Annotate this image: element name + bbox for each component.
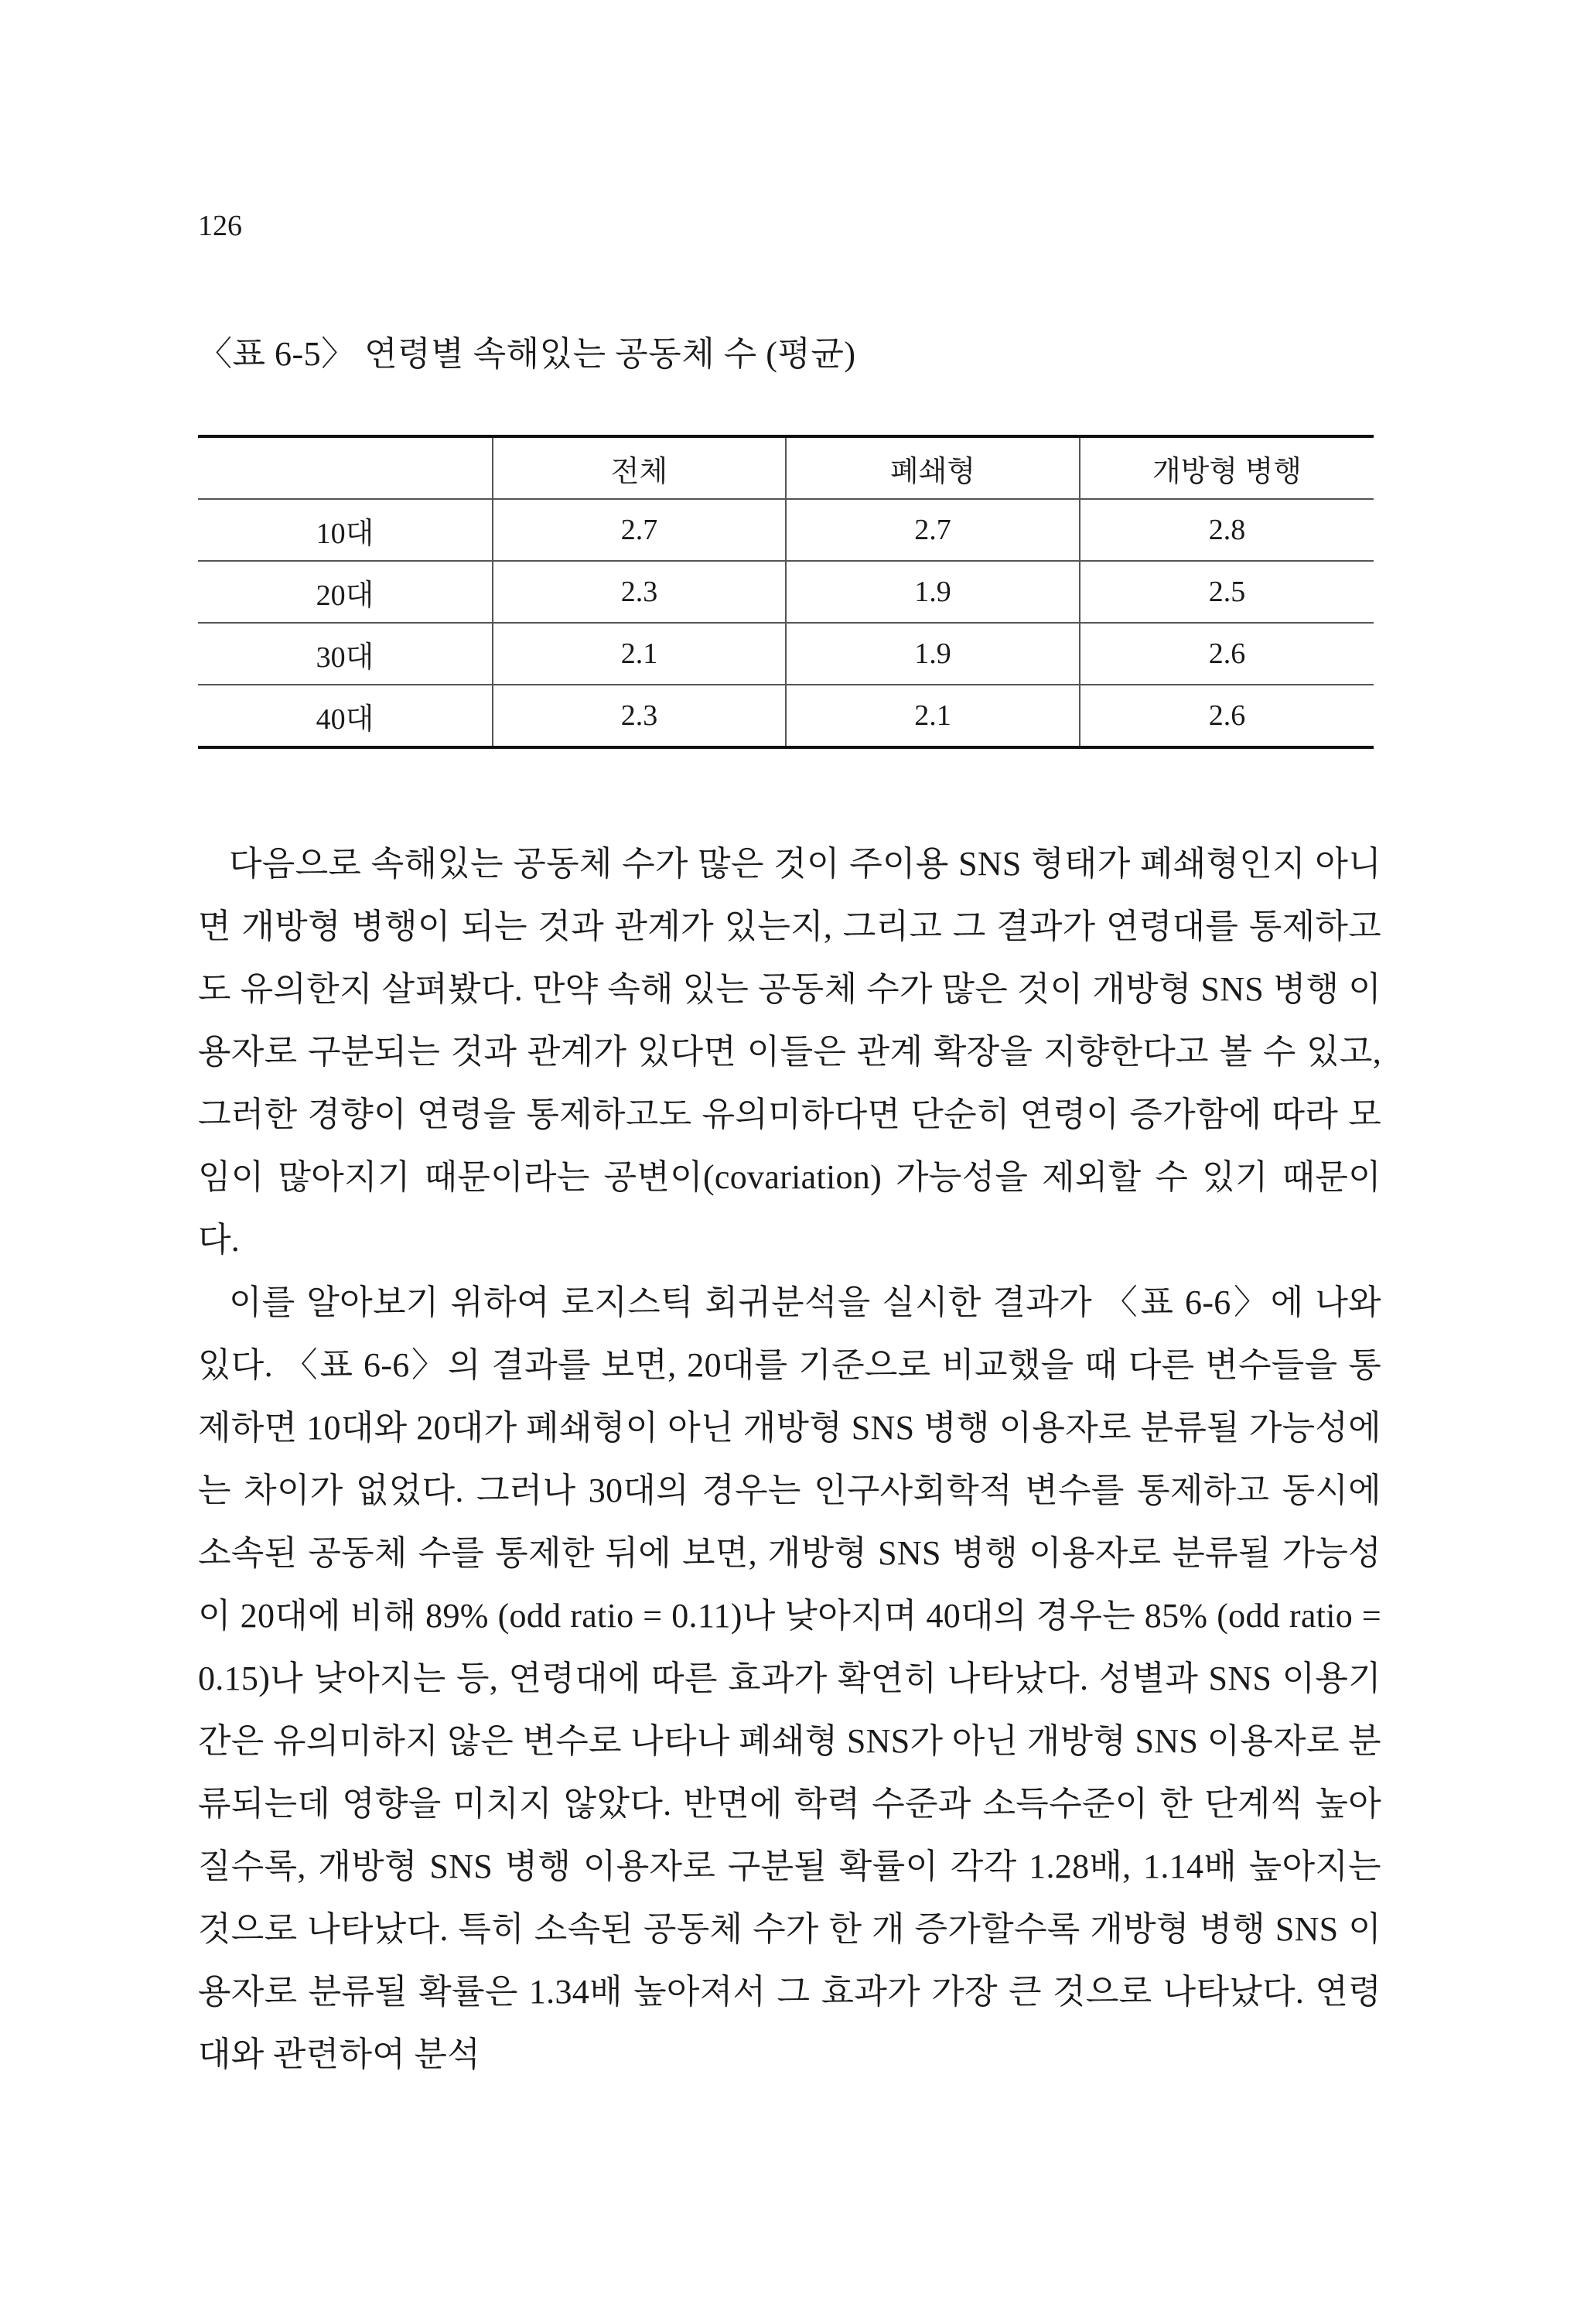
- table-cell: 2.5: [1080, 561, 1374, 623]
- table-cell: 2.1: [786, 685, 1080, 747]
- table-cell: 1.9: [786, 561, 1080, 623]
- row-label-cell: 30대: [198, 623, 493, 685]
- row-label-cell: 10대: [198, 499, 493, 561]
- header-cell-closed: 폐쇄형: [786, 436, 1080, 499]
- table-cell: 2.3: [493, 561, 786, 623]
- row-label-cell: 20대: [198, 561, 493, 623]
- row-label-cell: 40대: [198, 685, 493, 747]
- header-cell-empty: [198, 436, 493, 499]
- table-row: [198, 623, 1374, 685]
- page-number: 126: [198, 210, 242, 242]
- header-cell-total: 전체: [493, 436, 786, 499]
- paragraph: 다음으로 속해있는 공동체 수가 많은 것이 주이용 SNS 형태가 폐쇄형인지 아니면 개방형 병행이 되는 것과 관계가 있는지, 그리고 그 결과가 연령대를 통제하고도 유의한지 살펴봤다. 만약 속해 있는 공동체 수가 많은 것이 개방형 SNS 병행 이용자로 구분되는 것과 관계가 있다면 이들은 관계 확장을 지향한다고 볼 수 있고, 그러한 경향이 연령을 통제하고도 유의미하다면 단순히 연령이 증가함에 따라 모임이 많아지기 때문이라는 공변이(covariation) 가능성을 제외할 수 있기 때문이다.: [198, 845, 1381, 1259]
- table-cell: 2.3: [493, 685, 786, 747]
- table-caption: 〈표 6-5〉 연령별 속해있는 공동체 수 (평균): [198, 335, 856, 373]
- paragraph: 이를 알아보기 위하여 로지스틱 회귀분석을 실시한 결과가 〈표 6-6〉에 나와 있다. 〈표 6-6〉의 결과를 보면, 20대를 기준으로 비교했을 때 다른 변수들을 통제하면 10대와 20대가 폐쇄형이 아닌 개방형 SNS 병행 이용자로 분류될 가능성에는 차이가 없었다. 그러나 30대의 경우는 인구사회학적 변수를 통제하고 동시에 소속된 공동체 수를 통제한 뒤에 보면, 개방형 SNS 병행 이용자로 분류될 가능성이 20대에 비해 89% (odd ratio = 0.11)나 낮아지며 40대의 경우는 85% (odd ratio = 0.15)나 낮아지는 등, 연령대에 따른 효과가 확연히 나타났다. 성별과 SNS 이용기간은 유의미하지 않은 변수로 나타나 폐쇄형 SNS가 아닌 개방형 SNS 이용자로 분류되는데 영향을 미치지 않았다. 반면에 학력 수준과 소득수준이 한 단계씩 높아질수록, 개방형 SNS 병행 이용자로 구분될 확률이 각각 1.28배, 1.14배 높아지는 것으로 나타났다. 특히 소속된 공동체 수가 한 개 증가할수록 개방형 병행 SNS 이용자로 분류될 확률은 1.34배 높아져서 그 효과가 가장 큰 것으로 나타났다. 연령대와 관련하여 분석: [198, 1283, 1381, 2073]
- table-row: [198, 499, 1374, 561]
- table-cell: 1.9: [786, 623, 1080, 685]
- table-cell: 2.7: [493, 499, 786, 561]
- table-row: [198, 561, 1374, 623]
- table-cell: 2.8: [1080, 499, 1374, 561]
- age-community-table: [198, 435, 1374, 749]
- body-text: [198, 832, 1381, 2086]
- table-row: [198, 685, 1374, 747]
- table-header-row: [198, 436, 1374, 499]
- table-cell: 2.6: [1080, 623, 1374, 685]
- table-cell: 2.1: [493, 623, 786, 685]
- header-cell-open: 개방형 병행: [1080, 436, 1374, 499]
- table-cell: 2.7: [786, 499, 1080, 561]
- table-cell: 2.6: [1080, 685, 1374, 747]
